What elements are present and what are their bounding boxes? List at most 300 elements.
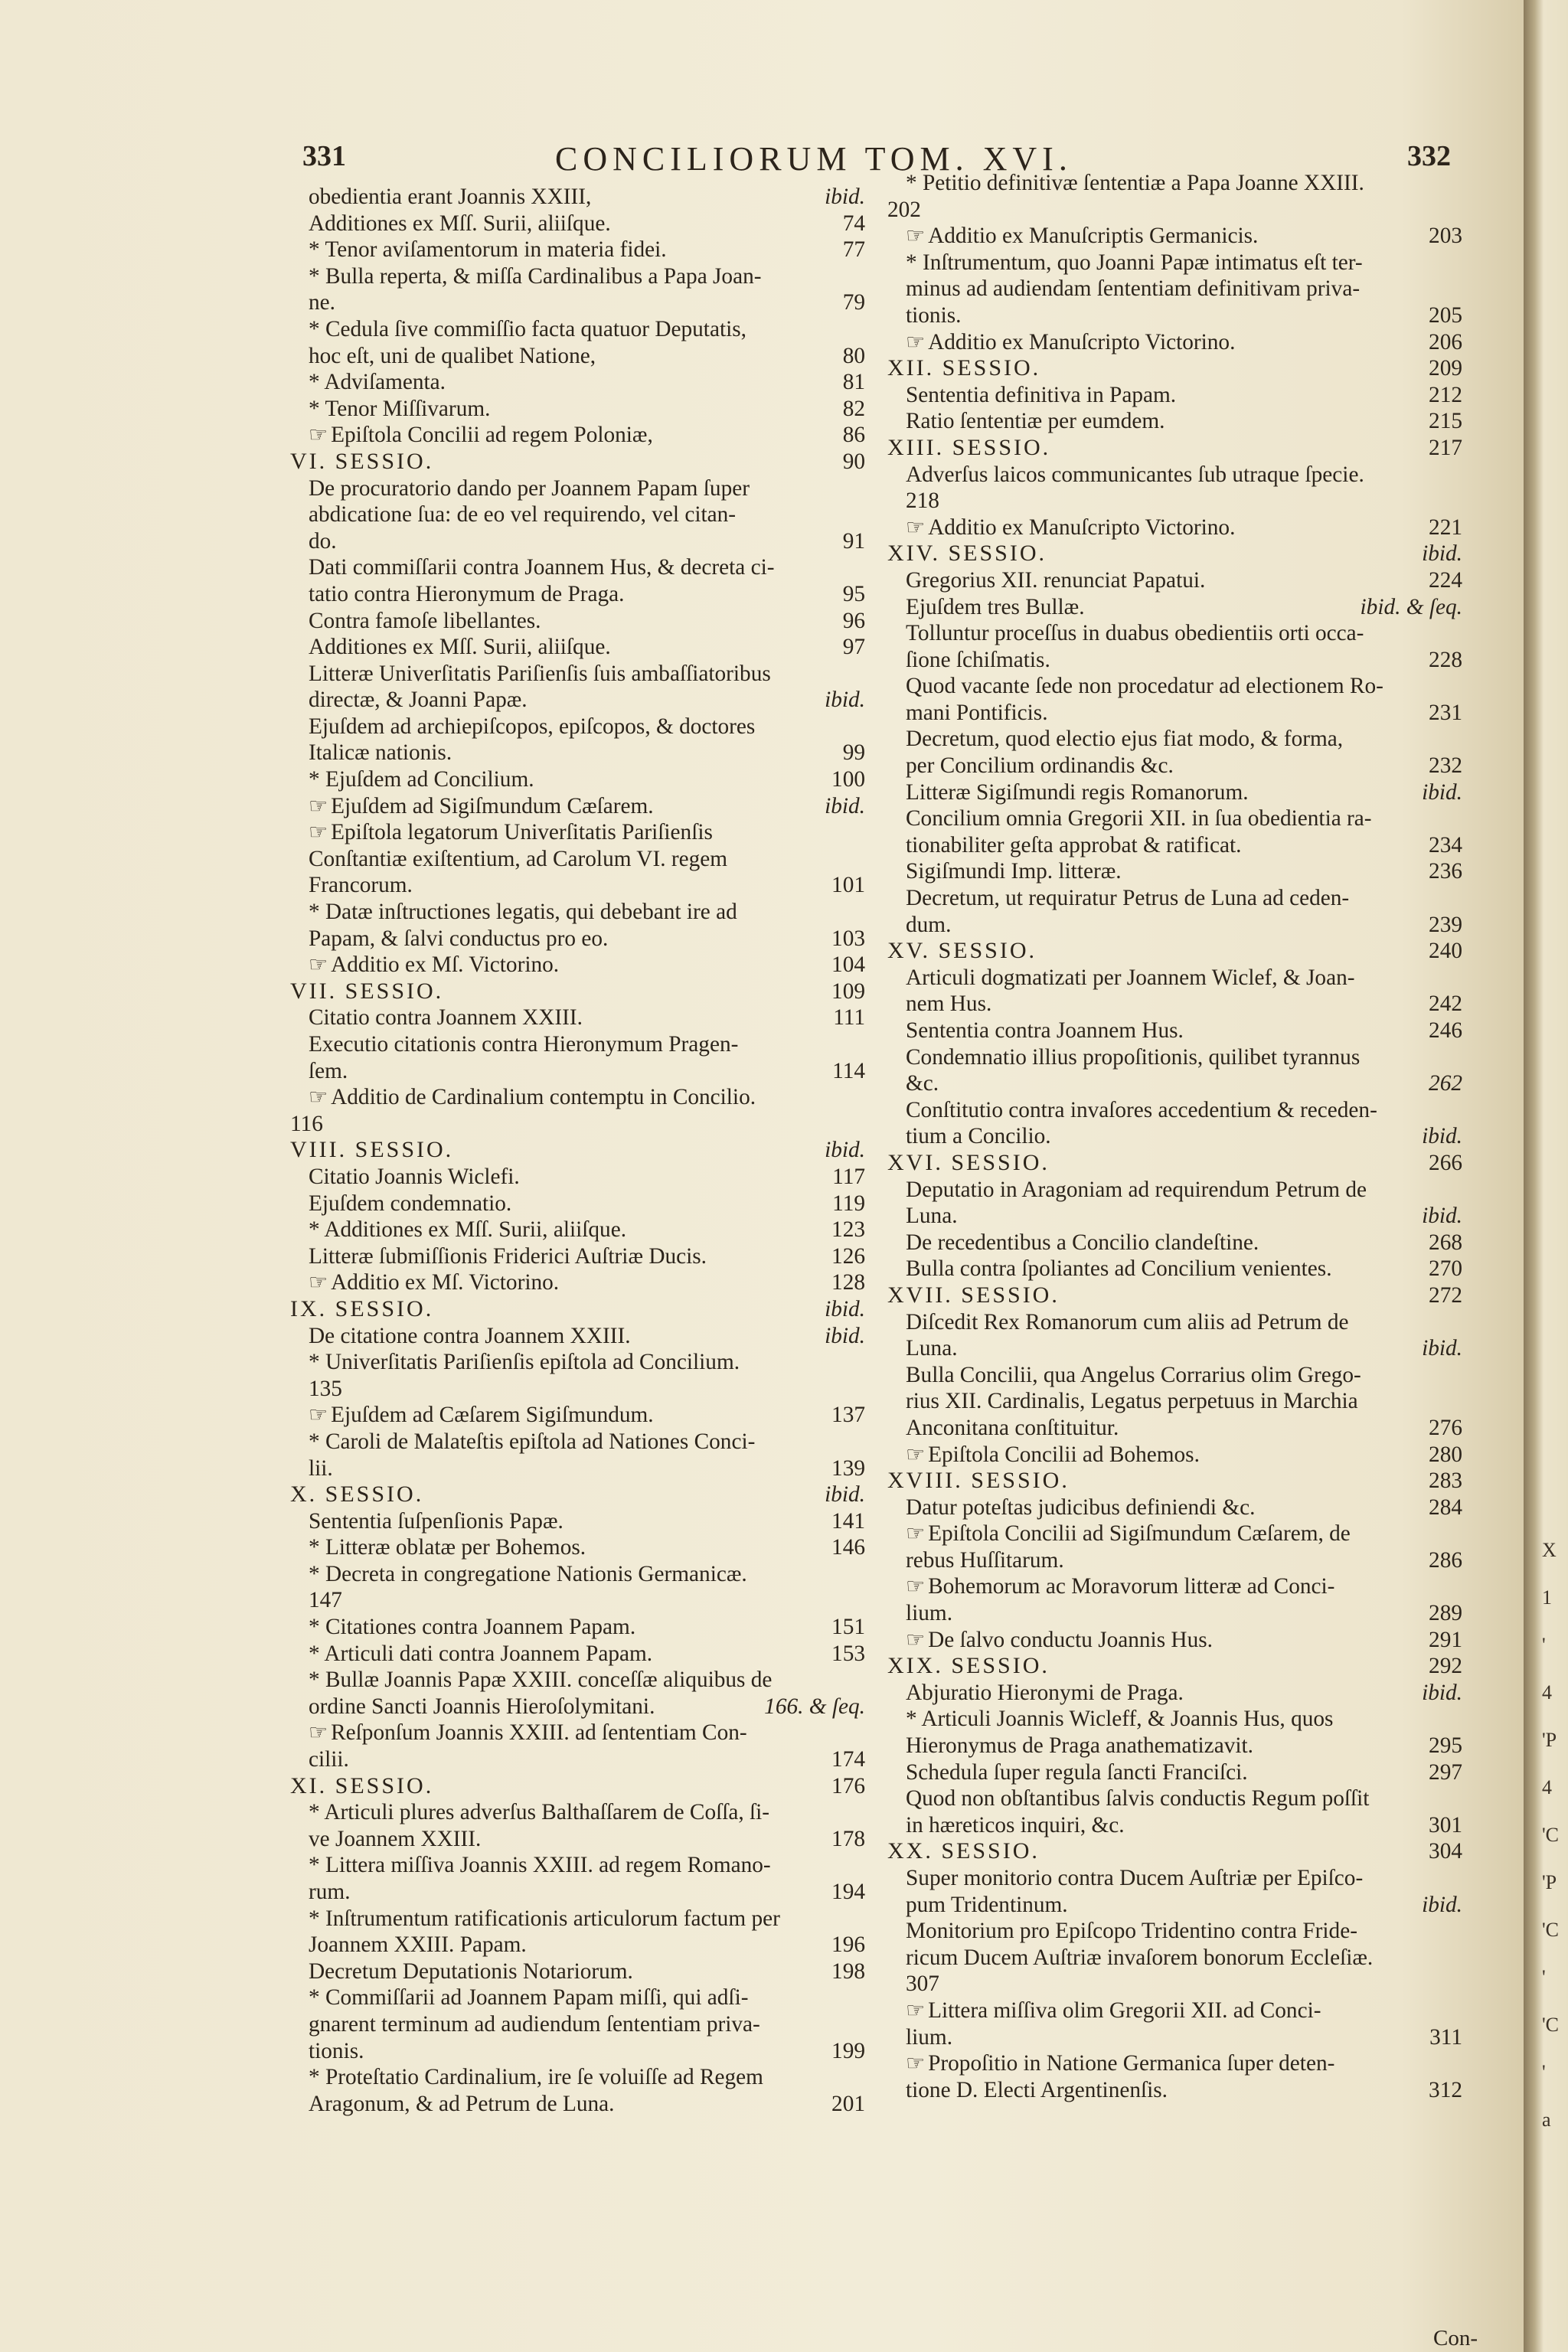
- entry-page-ref: 295: [1429, 1733, 1462, 1759]
- index-entry: [900, 1971, 1462, 1998]
- entry-page-ref: 104: [831, 952, 865, 978]
- next-page-edge-glyph: ': [1542, 1966, 1546, 1988]
- entry-page-ref: ibid.: [1422, 1124, 1462, 1149]
- entry-text: do.: [309, 528, 337, 554]
- entry-text: 135: [309, 1376, 342, 1401]
- entry-page-ref: 286: [1429, 1547, 1462, 1573]
- entry-text: 116: [290, 1111, 323, 1136]
- index-entry: [900, 1759, 1462, 1786]
- entry-title: [887, 541, 1047, 567]
- entry-text: Litteræ Univerſitatis Pariſienſis ſuis ambaſſiatoribus: [309, 661, 771, 686]
- entry-title: [309, 2064, 763, 2091]
- entry-title: [309, 1641, 652, 1668]
- index-entry: [900, 858, 1462, 885]
- index-entry: [290, 1111, 865, 1138]
- entry-page-ref: 240: [1429, 939, 1462, 964]
- entry-title: [309, 1508, 564, 1535]
- entry-page-ref: 109: [831, 978, 865, 1004]
- entry-title: [906, 991, 991, 1018]
- entry-page-ref: ibid.: [1422, 1680, 1462, 1705]
- entry-text: &c.: [906, 1071, 939, 1096]
- pointing-hand-icon: ☞: [309, 953, 328, 978]
- entry-page-ref: ibid.: [825, 1138, 865, 1163]
- entry-page-ref: 297: [1429, 1759, 1462, 1785]
- entry-text: De recedentibus a Concilio clandeſtine.: [906, 1230, 1259, 1255]
- entry-text: Papam, & ſalvi conductus pro eo.: [309, 926, 609, 951]
- entry-page-ref: 236: [1429, 859, 1462, 884]
- index-entry: [302, 1906, 865, 1932]
- index-entry: [302, 793, 865, 820]
- entry-text: Litteræ ſubmiſſionis Friderici Auſtriæ Ducis.: [309, 1243, 707, 1269]
- entry-text: XII. SESSIO.: [887, 355, 1041, 381]
- index-entry: [302, 687, 865, 714]
- entry-page-ref: 262: [1429, 1071, 1462, 1096]
- next-page-edge-glyph: ': [1542, 2061, 1546, 2083]
- entry-title: [309, 1534, 586, 1561]
- entry-page-ref: 80: [842, 343, 865, 368]
- entry-text: XIII. SESSIO.: [887, 434, 1051, 460]
- entry-title: [906, 620, 1364, 647]
- entry-title: [906, 912, 951, 939]
- index-entry: [302, 1799, 865, 1826]
- index-entry: [302, 926, 865, 952]
- index-entry: [900, 1362, 1462, 1389]
- entry-title: [906, 965, 1354, 991]
- entry-title: [309, 1004, 583, 1031]
- entry-title: [906, 329, 1235, 357]
- index-entry: [900, 1547, 1462, 1574]
- session-heading: [887, 1468, 1462, 1494]
- index-entry: [900, 647, 1462, 674]
- entry-text: VI. SESSIO.: [290, 448, 434, 474]
- entry-title: [309, 289, 335, 316]
- entry-title: [309, 1667, 772, 1694]
- entry-text: VIII. SESSIO.: [290, 1137, 454, 1163]
- entry-text: * Inſtrumentum ratificationis articulorum factum per: [309, 1906, 780, 1931]
- entry-text: * Adviſamenta.: [309, 370, 446, 395]
- index-entry: [302, 396, 865, 423]
- pointing-hand-icon: ☞: [309, 1721, 328, 1746]
- index-column-right: [887, 170, 1462, 2103]
- entry-title: [309, 1587, 342, 1614]
- entry-title: [309, 846, 727, 873]
- pointing-hand-icon: ☞: [906, 1998, 926, 2023]
- index-entry: [302, 1932, 865, 1958]
- entry-page-ref: 96: [842, 608, 865, 633]
- index-entry: [302, 2064, 865, 2091]
- index-entry: [900, 1203, 1462, 1230]
- entry-text: 218: [906, 488, 939, 514]
- index-entry: [302, 1614, 865, 1641]
- entry-title: [309, 316, 746, 343]
- entry-page-ref: 146: [831, 1535, 865, 1560]
- entry-text: Concilium omnia Gregorii XII. in ſua obedientia ra-: [906, 806, 1372, 831]
- index-entry: [302, 714, 865, 740]
- entry-page-ref: 203: [1429, 224, 1462, 249]
- entry-page-ref: 268: [1429, 1230, 1462, 1255]
- entry-page-ref: ibid.: [825, 1323, 865, 1348]
- entry-title: [906, 1600, 952, 1627]
- index-entry: [900, 170, 1462, 197]
- index-entry: [302, 819, 865, 846]
- session-heading: [290, 1772, 865, 1800]
- entry-text: tione D. Electi Argentinenſis.: [906, 2077, 1168, 2102]
- next-page-edge: [1539, 0, 1568, 2352]
- entry-page-ref: 126: [831, 1243, 865, 1269]
- index-entry: [302, 184, 865, 211]
- entry-text: nem Hus.: [906, 991, 992, 1017]
- entry-text: XI. SESSIO.: [290, 1772, 434, 1798]
- index-entry: [900, 1494, 1462, 1521]
- entry-title: [309, 1402, 654, 1429]
- entry-text: Bulla contra ſpoliantes ad Concilium venientes.: [906, 1256, 1332, 1282]
- entry-title: [309, 2038, 364, 2065]
- entry-text: * Littera miſſiva Joannis XXIII. ad regem Romano-: [309, 1853, 771, 1878]
- index-entry: [900, 382, 1462, 409]
- entry-text: Anconitana conſtituitur.: [906, 1415, 1119, 1440]
- entry-title: [906, 832, 1241, 859]
- entry-page-ref: ibid.: [1422, 541, 1462, 567]
- entry-title: [309, 1323, 631, 1350]
- entry-title: [906, 1547, 1064, 1574]
- index-entry: [302, 1164, 865, 1191]
- index-entry: [302, 1429, 865, 1455]
- entry-text: 147: [309, 1588, 342, 1613]
- index-entry: [302, 1058, 865, 1085]
- entry-page-ref: 231: [1429, 700, 1462, 725]
- entry-page-ref: 272: [1429, 1282, 1462, 1308]
- pointing-hand-icon: ☞: [906, 1442, 926, 1467]
- index-entry: [302, 1004, 865, 1031]
- entry-page-ref: 99: [842, 740, 865, 766]
- entry-page-ref: ibid.: [825, 185, 865, 209]
- entry-page-ref: ibid.: [1422, 1336, 1462, 1361]
- entry-page-ref: 97: [842, 635, 865, 660]
- pointing-hand-icon: ☞: [309, 1271, 328, 1295]
- entry-text: XV. SESSIO.: [887, 938, 1037, 964]
- entry-title: [906, 488, 939, 514]
- entry-text: * Tenor aviſamentorum in materia fidei.: [309, 237, 667, 263]
- index-entry: [900, 1680, 1462, 1707]
- entry-page-ref: 151: [831, 1615, 865, 1640]
- entry-text: ve Joannem XXIII.: [309, 1826, 482, 1851]
- entry-text: Luna.: [906, 1336, 958, 1361]
- index-entry: [302, 316, 865, 343]
- entry-text: pum Tridentinum.: [906, 1892, 1068, 1917]
- index-entry: [302, 1508, 865, 1535]
- entry-title: [906, 1070, 939, 1097]
- index-entry: [302, 1694, 865, 1720]
- entry-text: Gregorius XII. renunciat Papatui.: [906, 567, 1206, 593]
- entry-title: [906, 1998, 1321, 2025]
- index-entry: [900, 1892, 1462, 1919]
- entry-text: Aragonum, & ad Petrum de Luna.: [309, 2091, 615, 2116]
- page-number-left: 331: [302, 140, 346, 172]
- entry-title: [309, 369, 446, 396]
- entry-text: Ejuſdem ad archiepiſcopos, epiſcopos, & doctores: [309, 714, 756, 739]
- entry-text: Citatio Joannis Wiclefi.: [309, 1164, 520, 1189]
- entry-page-ref: 212: [1429, 382, 1462, 407]
- index-entry: [302, 1376, 865, 1403]
- index-entry: [302, 369, 865, 396]
- entry-title: [309, 528, 337, 555]
- entry-title: [309, 899, 737, 926]
- entry-text: Additio ex Manuſcripto Victorino.: [928, 514, 1236, 540]
- index-entry: [302, 263, 865, 290]
- entry-title: [906, 1627, 1213, 1655]
- index-entry: [302, 501, 865, 528]
- session-heading: [290, 978, 865, 1005]
- index-entry: [302, 1084, 865, 1111]
- entry-title: [309, 263, 761, 290]
- entry-title: [906, 1892, 1068, 1919]
- entry-title: [887, 355, 1040, 382]
- entry-title: [906, 1785, 1369, 1812]
- entry-title: [906, 1123, 1051, 1150]
- index-entry: [900, 620, 1462, 647]
- entry-text: * Proteſtatio Cardinalium, ire ſe voluiſſe ad Regem: [309, 2065, 763, 2090]
- entry-title: [887, 1653, 1050, 1680]
- entry-title: [906, 779, 1249, 806]
- index-entry: [302, 581, 865, 608]
- index-entry: [900, 1627, 1462, 1654]
- session-heading: [887, 355, 1462, 382]
- entry-title: [906, 1018, 1184, 1044]
- entry-text: Additiones ex Mſſ. Surii, aliiſque.: [309, 211, 611, 236]
- session-heading: [887, 1282, 1462, 1309]
- entry-page-ref: 114: [832, 1058, 865, 1083]
- entry-text: Sententia definitiva in Papam.: [906, 382, 1177, 407]
- index-entry: [302, 1269, 865, 1296]
- entry-text: hoc eſt, uni de qualibet Natione,: [309, 343, 596, 368]
- index-entry: [900, 1177, 1462, 1204]
- entry-page-ref: 199: [831, 2038, 865, 2063]
- entry-title: [906, 462, 1364, 488]
- entry-title: [906, 1918, 1357, 1945]
- entry-text: lium.: [906, 1601, 953, 1626]
- pointing-hand-icon: ☞: [906, 330, 926, 354]
- index-entry: [900, 2077, 1462, 2104]
- entry-text: Datur poteſtas judicibus definiendi &c.: [906, 1494, 1256, 1520]
- entry-title: [906, 1044, 1360, 1071]
- entry-text: XVIII. SESSIO.: [887, 1468, 1070, 1494]
- entry-text: obedientia erant Joannis XXIII,: [309, 185, 592, 209]
- entry-text: Tolluntur proceſſus in duabus obedientiis orti occa-: [906, 621, 1364, 646]
- entry-page-ref: ibid.: [825, 793, 865, 818]
- entry-page-ref: 101: [831, 873, 865, 898]
- entry-page-ref: 289: [1429, 1601, 1462, 1626]
- entry-title: [309, 1429, 755, 1455]
- entry-title: [906, 1335, 958, 1362]
- entry-text: Sententia ſuſpenſionis Papæ.: [309, 1508, 564, 1534]
- index-entry: [302, 740, 865, 766]
- entry-title: [309, 184, 591, 211]
- entry-title: [906, 1706, 1333, 1733]
- index-entry: [900, 1573, 1462, 1600]
- entry-text: Hieronymus de Praga anathematizavit.: [906, 1733, 1253, 1759]
- entry-title: [309, 554, 775, 581]
- entry-title: [906, 1945, 1373, 1971]
- entry-title: [309, 793, 654, 821]
- entry-title: [906, 2050, 1334, 2078]
- entry-title: [887, 1468, 1070, 1494]
- index-entry: [900, 912, 1462, 939]
- index-entry: [900, 1521, 1462, 1547]
- index-entry: [302, 846, 865, 873]
- entry-title: [309, 1984, 748, 2011]
- entry-page-ref: 291: [1429, 1627, 1462, 1652]
- entry-title: [309, 1879, 351, 1906]
- entry-text: Conſtitutio contra invaſores accedentium & receden-: [906, 1097, 1377, 1122]
- next-page-edge-glyph: 'C: [1542, 1824, 1560, 1846]
- entry-text: cilii.: [309, 1747, 349, 1772]
- entry-text: * Additiones ex Mſſ. Surii, aliiſque.: [309, 1217, 627, 1243]
- next-page-edge-glyph: ': [1542, 1634, 1546, 1656]
- entry-title: [309, 396, 490, 423]
- entry-text: Abjuratio Hieronymi de Praga.: [906, 1680, 1184, 1705]
- index-entry: [900, 250, 1462, 276]
- entry-page-ref: 194: [831, 1880, 865, 1904]
- entry-title: [309, 1826, 481, 1853]
- entry-title: [290, 1111, 323, 1138]
- entry-text: Ejuſdem ad Sigiſmundum Cæſarem.: [331, 793, 654, 818]
- index-entry: [302, 766, 865, 793]
- index-entry: [900, 1945, 1462, 1971]
- entry-title: [290, 978, 443, 1005]
- entry-text: VII. SESSIO.: [290, 978, 444, 1004]
- entry-page-ref: 79: [842, 290, 865, 315]
- entry-text: * Bulla reperta, & miſſa Cardinalibus a Papa Joan-: [309, 263, 762, 289]
- index-entry: [302, 608, 865, 635]
- entry-page-ref: 292: [1429, 1654, 1462, 1679]
- entry-title: [290, 449, 433, 475]
- index-entry: [900, 965, 1462, 991]
- entry-text: Ratio ſententiæ per eumdem.: [906, 409, 1165, 434]
- index-entry: [900, 1733, 1462, 1759]
- entry-title: [309, 1455, 333, 1482]
- entry-text: Joannem XXIII. Papam.: [309, 1932, 527, 1958]
- entry-text: Articuli dogmatizati per Joannem Wiclef, & Joan-: [906, 965, 1355, 990]
- session-heading: [887, 1838, 1462, 1865]
- entry-text: * Inſtrumentum, quo Joanni Papæ intimatus eſt ter-: [906, 250, 1363, 275]
- index-entry: [900, 885, 1462, 912]
- entry-page-ref: ibid.: [1422, 779, 1462, 805]
- index-entry: [302, 952, 865, 978]
- entry-text: Luna.: [906, 1204, 958, 1229]
- entry-title: [290, 1137, 453, 1164]
- session-heading: [887, 541, 1462, 567]
- entry-text: tionis.: [906, 302, 962, 328]
- entry-page-ref: 217: [1429, 435, 1462, 460]
- index-entry: [302, 1826, 865, 1853]
- index-entry: [900, 1123, 1462, 1150]
- index-entry: [900, 1018, 1462, 1044]
- pointing-hand-icon: ☞: [309, 794, 328, 818]
- entry-text: rius XII. Cardinalis, Legatus perpetuus in Marchia: [906, 1389, 1358, 1414]
- entry-title: [309, 475, 750, 502]
- session-heading: [887, 1149, 1462, 1177]
- entry-page-ref: 242: [1429, 991, 1462, 1017]
- entry-title: [309, 608, 541, 635]
- index-entry: [900, 1256, 1462, 1282]
- entry-page-ref: 239: [1429, 912, 1462, 937]
- entry-page-ref: 141: [831, 1508, 865, 1534]
- entry-title: [309, 1799, 769, 1826]
- entry-title: [290, 1296, 433, 1323]
- entry-page-ref: 90: [842, 449, 865, 474]
- entry-text: gnarent terminum ad audiendum ſententiam priva-: [309, 2011, 760, 2037]
- entry-page-ref: 234: [1429, 832, 1462, 858]
- entry-text: minus ad audiendam ſententiam definitivam priva-: [906, 276, 1361, 302]
- entry-text: XVII. SESSIO.: [887, 1282, 1060, 1308]
- index-entry: [302, 1958, 865, 1985]
- entry-page-ref: 196: [831, 1932, 865, 1958]
- index-entry: [900, 276, 1462, 302]
- index-entry: [302, 211, 865, 237]
- entry-page-ref: 198: [831, 1958, 865, 1984]
- index-entry: [302, 1879, 865, 1906]
- entry-title: [906, 1733, 1253, 1759]
- entry-page-ref: 81: [842, 370, 865, 395]
- index-entry: [900, 700, 1462, 727]
- next-page-edge-glyph: X: [1542, 1539, 1557, 1561]
- entry-title: [906, 2077, 1168, 2104]
- entry-page-ref: 228: [1429, 647, 1462, 672]
- entry-text: Super monitorio contra Ducem Auſtriæ per Epiſco-: [906, 1866, 1364, 1890]
- entry-title: [906, 250, 1363, 276]
- index-entry: [900, 2024, 1462, 2051]
- entry-text: mani Pontificis.: [906, 700, 1048, 725]
- entry-title: [309, 634, 611, 661]
- entry-page-ref: 224: [1429, 567, 1462, 593]
- entry-title: [906, 885, 1349, 912]
- entry-title: [309, 687, 528, 714]
- entry-title: [906, 1256, 1332, 1282]
- entry-text: 202: [887, 197, 921, 222]
- entry-page-ref: 283: [1429, 1468, 1462, 1494]
- running-title: CONCILIORUM TOM. XVI.: [555, 140, 1073, 178]
- entry-page-ref: 91: [842, 528, 865, 554]
- entry-page-ref: 119: [832, 1191, 865, 1216]
- entry-page-ref: 304: [1429, 1839, 1462, 1864]
- index-entry: [302, 1561, 865, 1588]
- entry-title: [309, 211, 611, 237]
- pointing-hand-icon: ☞: [309, 423, 328, 448]
- entry-text: * Articuli plures adverſus Balthaſſarem de Coſſa, ſi-: [309, 1800, 770, 1825]
- index-entry: [900, 1230, 1462, 1256]
- entry-title: [309, 1852, 771, 1879]
- entry-title: [906, 1573, 1334, 1601]
- entry-text: Litteræ Sigiſmundi regis Romanorum.: [906, 779, 1249, 805]
- entry-title: [906, 594, 1085, 621]
- index-entry: [302, 1746, 865, 1773]
- index-entry: [900, 329, 1462, 356]
- index-entry: [900, 223, 1462, 250]
- entry-title: [906, 858, 1122, 885]
- entry-page-ref: 301: [1429, 1812, 1462, 1838]
- entry-title: [887, 1150, 1050, 1177]
- entry-title: [309, 661, 771, 688]
- session-heading: [887, 434, 1462, 462]
- index-entry: [302, 1402, 865, 1429]
- entry-text: ricum Ducem Auſtriæ invaſorem bonorum Eccleſiæ.: [906, 1945, 1374, 1970]
- entry-text: * Decreta in congregatione Nationis Germanicæ.: [309, 1561, 747, 1586]
- entry-text: Executio citationis contra Hieronymum Pragen-: [309, 1032, 739, 1057]
- pointing-hand-icon: ☞: [309, 821, 328, 845]
- entry-text: Francorum.: [309, 873, 413, 898]
- entry-title: [309, 1084, 756, 1112]
- entry-text: Diſcedit Rex Romanorum cum aliis ad Petrum de: [906, 1309, 1349, 1334]
